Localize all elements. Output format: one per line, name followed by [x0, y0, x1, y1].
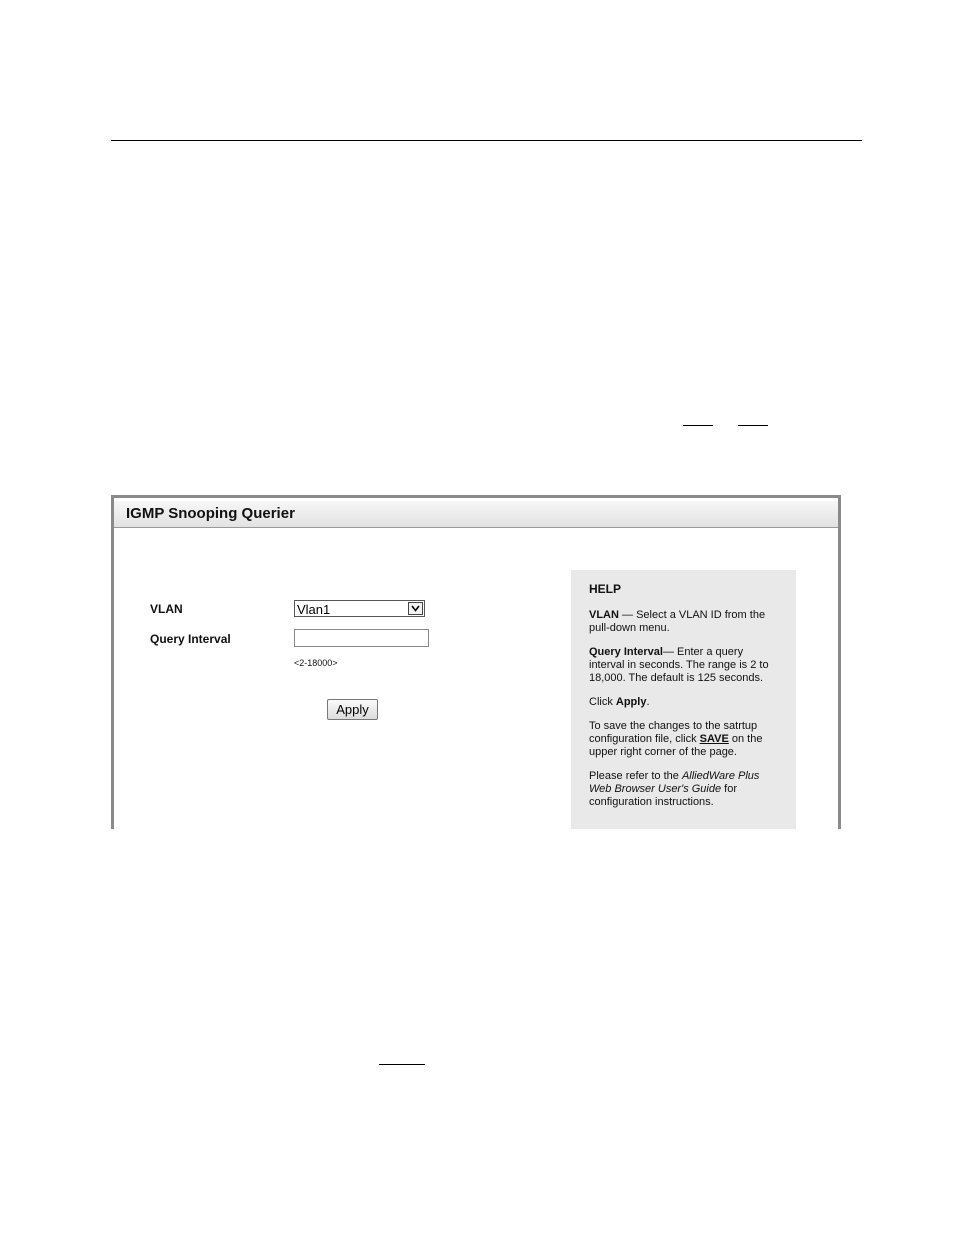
underline-mark: [379, 1064, 425, 1065]
vlan-label: VLAN: [150, 602, 183, 616]
query-interval-label: Query Interval: [150, 632, 231, 646]
help-query-interval: Query Interval— Enter a query interval in seconds. The range is 2 to 18,000. The default is 125 seconds.: [589, 646, 769, 684]
underline-mark: [683, 425, 713, 426]
vlan-select-value: Vlan1: [297, 602, 331, 617]
apply-button[interactable]: Apply: [327, 699, 378, 720]
query-interval-input[interactable]: [294, 629, 429, 647]
help-title: HELP: [589, 582, 622, 596]
igmp-querier-panel: [111, 495, 841, 829]
underline-mark: [738, 425, 768, 426]
vlan-select[interactable]: [294, 600, 425, 617]
panel-header: [114, 501, 838, 528]
panel-title: IGMP Snooping Querier: [126, 505, 295, 522]
chevron-down-icon[interactable]: [408, 602, 423, 615]
help-refer: Please refer to the AlliedWare Plus Web Browser User's Guide for configuration instructions.: [589, 770, 760, 808]
query-interval-range: <2-18000>: [294, 658, 338, 668]
top-divider: [111, 140, 862, 141]
help-vlan: VLAN — Select a VLAN ID from the pull-down menu.: [589, 609, 766, 634]
help-box: [571, 570, 796, 829]
help-click-apply: Click Apply.: [589, 696, 650, 708]
help-save: To save the changes to the satrtup configuration file, click SAVE on the upper right corner of the page.: [589, 720, 763, 758]
save-link[interactable]: SAVE: [699, 733, 729, 745]
